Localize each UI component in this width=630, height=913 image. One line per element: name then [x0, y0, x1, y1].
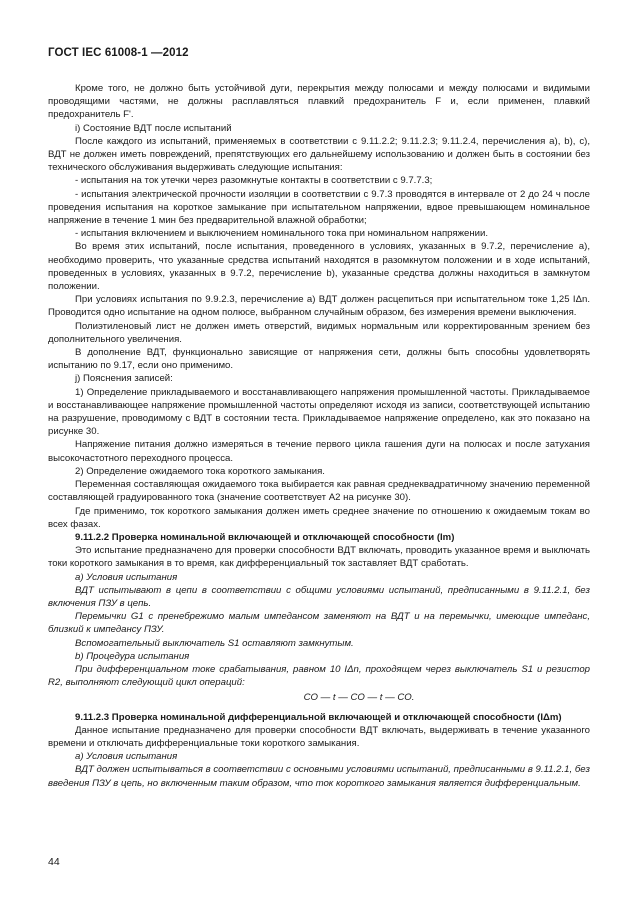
paragraph: При дифференциальном токе срабатывания, равном 10 IΔn, проходящем через выключатель S1 и резистор R2, выполняют следующий цикл операций:: [48, 663, 590, 689]
paragraph: Кроме того, не должно быть устойчивой дуги, перекрытия между полюсами и между полюсами и видимыми проводящими частями, не должны расплавляться плавкий предохранитель F и, если применен, плавкий предохранитель F'.: [48, 83, 590, 121]
paragraph: Данное испытание предназначено для проверки способности ВДТ включать, выдерживать в течение указанного времени и отключать дифференциальные токи короткого замыкания.: [48, 724, 590, 749]
paragraph: Переменная составляющая ожидаемого тока выбирается как равная среднеквадратичному значению переменной составляющей градуированного тока (значение соответствует A2 на рисунке 30).: [48, 479, 590, 504]
paragraph: 1) Определение прикладываемого и восстанавливающего напряжения промышленной частоты. Прикладываемое и восстанавливающее напряжение промышленной частоты определяют исходя из записи, соответствующей испытанию на разрушение, проводимому с ВДТ в состоянии теста. Прикладываемое напряжение определено, как это показано на рисунке 30.: [48, 386, 590, 438]
paragraph: В дополнение ВДТ, функционально зависящие от напряжения сети, должны быть способны удовлетворять испытанию по 9.17, если оно применимо.: [48, 347, 590, 372]
paragraph: ВДТ испытывают в цепи в соответствии с общими условиями испытаний, предписанными в 9.11.2.1, без включения ПЗУ в цепь.: [48, 584, 590, 609]
paragraph: После каждого из испытаний, применяемых в соответствии с 9.11.2.2; 9.11.2.3; 9.11.2.4, перечисления а), b), с), ВДТ не должен иметь повреждений, препятствующих его дальнейшему использованию и должен быть в состоянии без технического обслуживания выдерживать следующие испытания:: [48, 135, 590, 174]
subsection-heading: а) Условия испытания: [75, 751, 178, 763]
paragraph: ВДТ должен испытываться в соответствии с основными условиями испытаний, предписанными в 9.11.2.1, без введения ПЗУ в цепь, но включенным таким образом, что ток короткого замыкания является дифференциальным.: [48, 764, 590, 789]
paragraph: Во время этих испытаний, после испытания, проведенного в условиях, указанных в 9.7.2, перечисление а), необходимо проверить, что указанные средства испытаний находятся в разомкнутом положении и в ходе испытаний, проведенных в условиях, указанных в 9.7.2, перечисление b), указанные средства должны находиться в замкнутом положении.: [48, 241, 590, 293]
list-item: - испытания на ток утечки через разомкнутые контакты в соответствии с 9.7.7.3;: [75, 175, 433, 187]
paragraph: Полиэтиленовый лист не должен иметь отверстий, видимых нормальным или корректированным зрением без дополнительного увеличения.: [48, 320, 590, 345]
section-heading: 9.11.2.3 Проверка номинальной дифференциальной включающей и отключающей способности (IΔm): [75, 711, 562, 723]
operation-sequence-formula: CO — t — CO — t — CO.: [303, 692, 415, 704]
list-item: - испытания электрической прочности изоляции в соответствии с 9.7.3 проводятся в интервале от 2 до 24 ч после проведения испытания на короткое замыкание при испытательном напряжении, вдвое превышающем номинальное напряжение в течение 1 мин без предварительной влажной обработки;: [48, 188, 590, 227]
section-heading: 9.11.2.2 Проверка номинальной включающей и отключающей способности (Im): [75, 531, 455, 543]
paragraph: Это испытание предназначено для проверки способности ВДТ включать, проводить указанное время и выключать токи короткого замыкания в то время, как дифференциальный ток заставляет ВДТ сработать.: [48, 545, 590, 570]
paragraph: Где применимо, ток короткого замыкания должен иметь среднее значение по отношению к ожидаемым токам во всех фазах.: [48, 505, 590, 530]
document-header: ГОСТ IEC 61008-1 —2012: [48, 47, 189, 59]
paragraph: j) Пояснения записей:: [75, 373, 173, 385]
list-item: - испытания включением и выключением номинального тока при номинальном напряжении.: [75, 228, 489, 240]
paragraph: 2) Определение ожидаемого тока короткого замыкания.: [75, 465, 325, 477]
page-body: [48, 82, 590, 790]
subsection-heading: b) Процедура испытания: [75, 650, 190, 662]
subsection-heading: а) Условия испытания: [75, 571, 178, 583]
paragraph: Вспомогательный выключатель S1 оставляют замкнутым.: [75, 637, 354, 649]
page-number: 44: [48, 856, 60, 868]
paragraph: Перемычки G1 с пренебрежимо малым импедансом заменяют на ВДТ и на перемычки, имеющие импеданс, близкий к импедансу ПЗУ.: [48, 611, 590, 636]
paragraph: Напряжение питания должно измеряться в течение первого цикла гашения дуги на полюсах и после затухания высокочастотного переходного процесса.: [48, 439, 590, 464]
paragraph: При условиях испытания по 9.9.2.3, перечисление а) ВДТ должен расцепиться при испытательном токе 1,25 IΔn. Проводится одно испытание на одном полюсе, выбранном случайным образом, без измерения времени выключения.: [48, 294, 590, 319]
paragraph: i) Состояние ВДТ после испытаний: [75, 122, 232, 134]
